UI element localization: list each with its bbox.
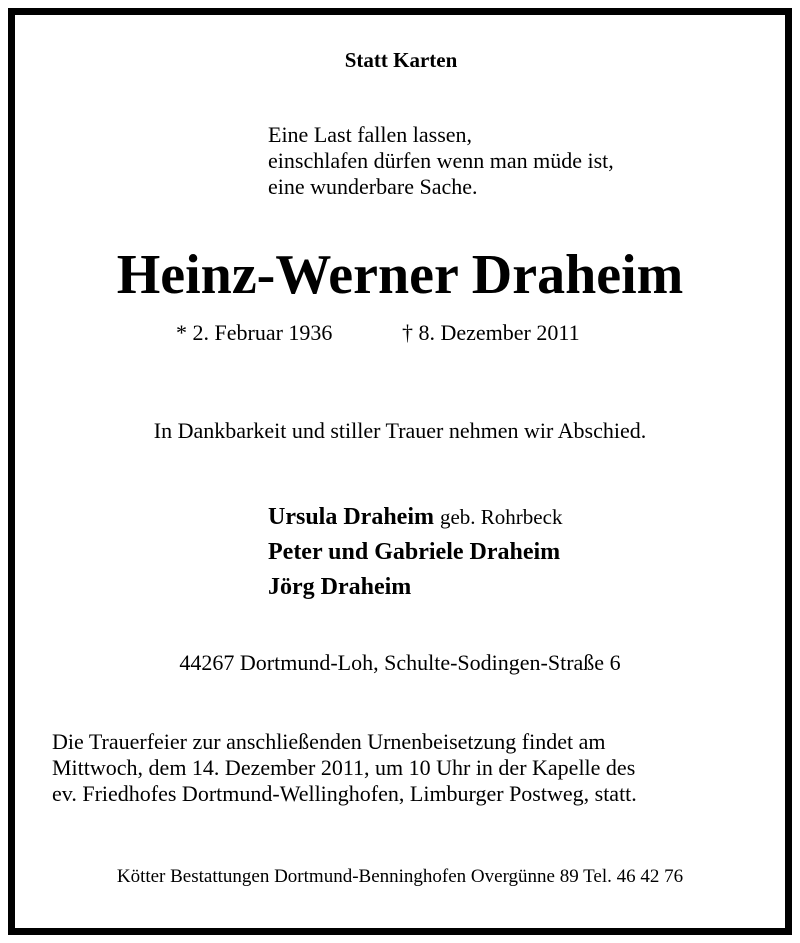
poem-line: Eine Last fallen lassen, — [268, 122, 473, 147]
birth-date: * 2. Februar 1936 — [176, 320, 333, 345]
address: 44267 Dortmund-Loh, Schulte-Sodingen-Straße 6 — [179, 650, 621, 675]
notice-line: Die Trauerfeier zur anschließenden Urnenbeisetzung findet am — [52, 729, 606, 754]
header-statt-karten: Statt Karten — [344, 48, 458, 72]
funeral-notice — [52, 729, 637, 807]
death-date: † 8. Dezember 2011 — [402, 320, 580, 345]
family-member-name: Jörg Draheim — [268, 574, 412, 600]
family-member-name: Ursula Draheim — [268, 504, 434, 530]
poem-line: eine wunderbare Sache. — [268, 174, 478, 199]
poem-line: einschlafen dürfen wenn man müde ist, — [268, 148, 614, 173]
family-list — [268, 500, 562, 605]
thanks-line: In Dankbarkeit und stiller Trauer nehmen wir Abschied. — [153, 418, 647, 443]
deceased-name: Heinz-Werner Draheim — [116, 244, 684, 306]
family-member — [268, 535, 562, 570]
notice-line: ev. Friedhofes Dortmund-Wellinghofen, Limburger Postweg, statt. — [52, 781, 637, 806]
family-member-note: geb. Rohrbeck — [439, 505, 563, 529]
poem — [268, 122, 614, 200]
family-member — [268, 570, 562, 605]
family-member — [268, 500, 562, 535]
notice-line: Mittwoch, dem 14. Dezember 2011, um 10 Uhr in der Kapelle des — [52, 755, 636, 780]
family-member-name: Peter und Gabriele Draheim — [268, 539, 561, 565]
undertaker-line: Kötter Bestattungen Dortmund-Benninghofen Overgünne 89 Tel. 46 42 76 — [116, 866, 684, 887]
